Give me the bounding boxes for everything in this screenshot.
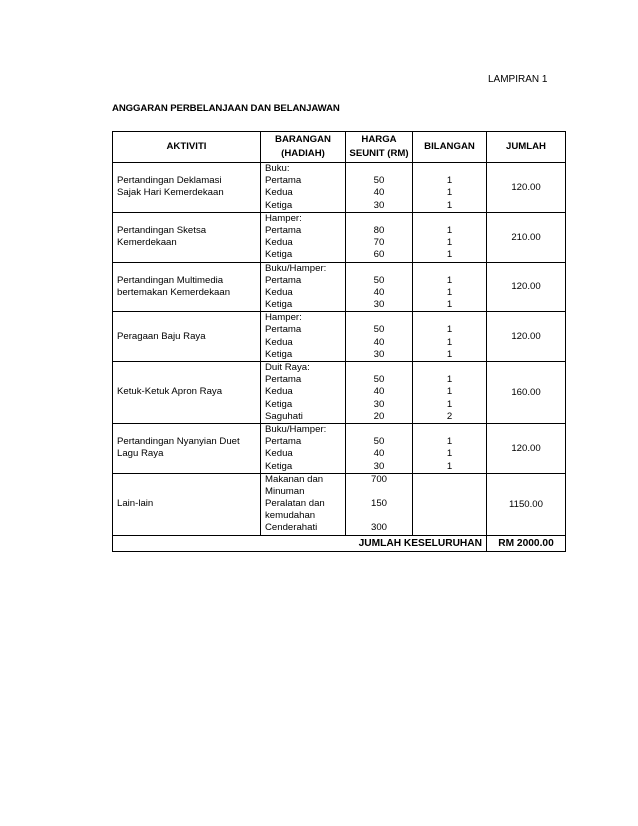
harga-value: 300 bbox=[370, 522, 387, 534]
bilangan-value bbox=[413, 474, 486, 486]
aktiviti-text: Pertandingan Sketsa bbox=[117, 224, 207, 236]
bilangan-value: 1 bbox=[446, 299, 453, 311]
barangan-text: Minuman bbox=[265, 485, 305, 497]
barangan-text: Peralatan dan bbox=[265, 498, 325, 510]
bilangan-value: 1 bbox=[446, 436, 453, 448]
harga-value: 60 bbox=[373, 249, 385, 261]
bilangan-cell bbox=[413, 163, 487, 213]
barangan-text: Makanan dan bbox=[265, 473, 324, 485]
bilangan-value: 1 bbox=[446, 324, 453, 336]
barangan-text: Buku/Hamper: bbox=[265, 262, 327, 274]
harga-value bbox=[346, 163, 412, 175]
barangan-text: Kedua bbox=[265, 187, 293, 199]
harga-cell bbox=[346, 473, 413, 535]
bilangan-value bbox=[413, 424, 486, 436]
bilangan-value bbox=[413, 312, 486, 324]
header-barangan-line1: BARANGAN bbox=[275, 134, 331, 145]
bilangan-value: 2 bbox=[446, 410, 453, 422]
harga-cell bbox=[346, 423, 413, 473]
aktiviti-text: Lagu Raya bbox=[117, 448, 164, 460]
bilangan-cell bbox=[413, 362, 487, 424]
aktiviti-cell bbox=[113, 262, 261, 312]
bilangan-value: 1 bbox=[446, 175, 453, 187]
bilangan-value bbox=[413, 263, 486, 275]
harga-value: 30 bbox=[373, 299, 385, 311]
table-row bbox=[113, 473, 566, 535]
bilangan-value: 1 bbox=[446, 237, 453, 249]
budget-table bbox=[112, 131, 566, 552]
harga-value: 70 bbox=[373, 237, 385, 249]
harga-value bbox=[346, 424, 412, 436]
bilangan-value: 1 bbox=[446, 448, 453, 460]
table-header-row bbox=[113, 132, 566, 163]
barangan-text: Ketiga bbox=[265, 199, 293, 211]
bilangan-value: 1 bbox=[446, 274, 453, 286]
barangan-cell bbox=[261, 362, 346, 424]
harga-value bbox=[346, 263, 412, 275]
table-row bbox=[113, 163, 566, 213]
barangan-text: Kedua bbox=[265, 336, 293, 348]
table-row bbox=[113, 423, 566, 473]
harga-cell bbox=[346, 163, 413, 213]
aktiviti-text: Pertandingan Nyanyian Duet bbox=[117, 436, 240, 448]
aktiviti-text: Peragaan Baju Raya bbox=[117, 330, 206, 342]
barangan-text: Ketiga bbox=[265, 460, 293, 472]
jumlah-cell: 210.00 bbox=[487, 212, 566, 262]
barangan-text: kemudahan bbox=[265, 510, 316, 522]
barangan-cell bbox=[261, 473, 346, 535]
jumlah-cell: 120.00 bbox=[487, 312, 566, 362]
header-barangan-line2: (HADIAH) bbox=[281, 148, 325, 159]
bilangan-value: 1 bbox=[446, 187, 453, 199]
aktiviti-cell bbox=[113, 163, 261, 213]
bilangan-value: 1 bbox=[446, 374, 453, 386]
barangan-cell bbox=[261, 312, 346, 362]
total-label: JUMLAH KESELURUHAN bbox=[346, 535, 487, 551]
harga-value: 150 bbox=[370, 498, 387, 510]
bilangan-value bbox=[413, 486, 486, 498]
header-aktiviti: AKTIVITI bbox=[113, 132, 261, 163]
barangan-cell bbox=[261, 423, 346, 473]
barangan-text: Ketiga bbox=[265, 398, 293, 410]
harga-value: 30 bbox=[373, 398, 385, 410]
bilangan-value: 1 bbox=[446, 398, 453, 410]
harga-value: 50 bbox=[373, 374, 385, 386]
table-row bbox=[113, 262, 566, 312]
header-jumlah: JUMLAH bbox=[487, 132, 566, 163]
barangan-text: Buku/Hamper: bbox=[265, 423, 327, 435]
harga-value bbox=[346, 362, 412, 374]
table-row bbox=[113, 312, 566, 362]
harga-cell bbox=[346, 262, 413, 312]
document-title: ANGGARAN PERBELANJAAN DAN BELANJAWAN bbox=[112, 103, 340, 114]
barangan-text: Pertama bbox=[265, 224, 302, 236]
harga-value bbox=[346, 510, 412, 522]
total-row bbox=[113, 535, 566, 551]
aktiviti-text: Pertandingan Deklamasi bbox=[117, 175, 222, 187]
harga-value: 30 bbox=[373, 460, 385, 472]
bilangan-value bbox=[413, 522, 486, 534]
table-row bbox=[113, 362, 566, 424]
jumlah-cell: 120.00 bbox=[487, 423, 566, 473]
aktiviti-text: Pertandingan Multimedia bbox=[117, 274, 224, 286]
bilangan-value: 1 bbox=[446, 224, 453, 236]
harga-cell bbox=[346, 212, 413, 262]
bilangan-value bbox=[413, 498, 486, 510]
jumlah-cell: 120.00 bbox=[487, 163, 566, 213]
harga-value: 50 bbox=[373, 436, 385, 448]
header-harga bbox=[346, 132, 413, 163]
bilangan-value bbox=[413, 362, 486, 374]
harga-value: 80 bbox=[373, 224, 385, 236]
aktiviti-cell bbox=[113, 423, 261, 473]
barangan-text: Kedua bbox=[265, 386, 293, 398]
harga-value: 50 bbox=[373, 175, 385, 187]
barangan-cell bbox=[261, 212, 346, 262]
header-harga-line2: SEUNIT (RM) bbox=[349, 148, 409, 159]
barangan-text: Hamper: bbox=[265, 212, 302, 224]
barangan-text: Buku: bbox=[265, 163, 290, 174]
harga-value: 30 bbox=[373, 199, 385, 211]
aktiviti-text: Sajak Hari Kemerdekaan bbox=[117, 187, 224, 199]
header-bilangan: BILANGAN bbox=[413, 132, 487, 163]
bilangan-value: 1 bbox=[446, 386, 453, 398]
harga-value: 700 bbox=[370, 473, 387, 485]
total-value: RM 2000.00 bbox=[487, 535, 566, 551]
barangan-text: Pertama bbox=[265, 274, 302, 286]
harga-value: 20 bbox=[373, 410, 385, 422]
harga-value: 30 bbox=[373, 348, 385, 360]
bilangan-value: 1 bbox=[446, 348, 453, 360]
header-barangan bbox=[261, 132, 346, 163]
harga-value: 40 bbox=[373, 386, 385, 398]
header-harga-line1: HARGA bbox=[361, 134, 397, 145]
bilangan-value: 1 bbox=[446, 199, 453, 211]
barangan-text: Pertama bbox=[265, 436, 302, 448]
bilangan-value: 1 bbox=[446, 336, 453, 348]
barangan-text: Cenderahati bbox=[265, 522, 318, 534]
barangan-text: Pertama bbox=[265, 175, 302, 187]
barangan-text: Ketiga bbox=[265, 299, 293, 311]
jumlah-cell: 1150.00 bbox=[487, 473, 566, 535]
aktiviti-cell bbox=[113, 473, 261, 535]
barangan-text: Ketiga bbox=[265, 348, 293, 360]
aktiviti-text: bertemakan Kemerdekaan bbox=[117, 286, 231, 298]
bilangan-value: 1 bbox=[446, 249, 453, 261]
bilangan-cell bbox=[413, 423, 487, 473]
barangan-text: Kedua bbox=[265, 448, 293, 460]
aktiviti-cell bbox=[113, 212, 261, 262]
bilangan-cell bbox=[413, 212, 487, 262]
barangan-cell bbox=[261, 262, 346, 312]
barangan-text: Ketiga bbox=[265, 249, 293, 261]
barangan-text: Kedua bbox=[265, 286, 293, 298]
harga-value: 50 bbox=[373, 274, 385, 286]
harga-cell bbox=[346, 312, 413, 362]
bilangan-value bbox=[413, 213, 486, 225]
barangan-text: Duit Raya: bbox=[265, 362, 310, 373]
harga-value: 40 bbox=[373, 286, 385, 298]
harga-value: 40 bbox=[373, 187, 385, 199]
total-blank-cell bbox=[113, 535, 346, 551]
aktiviti-text: Kemerdekaan bbox=[117, 237, 177, 249]
harga-value: 40 bbox=[373, 336, 385, 348]
table-body bbox=[113, 163, 566, 536]
bilangan-value: 1 bbox=[446, 286, 453, 298]
bilangan-value bbox=[413, 163, 486, 175]
harga-value bbox=[346, 486, 412, 498]
harga-cell bbox=[346, 362, 413, 424]
harga-value: 40 bbox=[373, 448, 385, 460]
harga-value: 50 bbox=[373, 324, 385, 336]
bilangan-cell bbox=[413, 262, 487, 312]
appendix-label: LAMPIRAN 1 bbox=[488, 74, 548, 85]
jumlah-cell: 120.00 bbox=[487, 262, 566, 312]
barangan-text: Pertama bbox=[265, 324, 302, 336]
bilangan-value: 1 bbox=[446, 460, 453, 472]
barangan-text: Kedua bbox=[265, 237, 293, 249]
aktiviti-cell bbox=[113, 362, 261, 424]
barangan-text: Pertama bbox=[265, 374, 302, 386]
barangan-cell bbox=[261, 163, 346, 213]
table-row bbox=[113, 212, 566, 262]
bilangan-cell bbox=[413, 473, 487, 535]
aktiviti-cell bbox=[113, 312, 261, 362]
aktiviti-text: Lain-lain bbox=[117, 498, 154, 510]
jumlah-cell: 160.00 bbox=[487, 362, 566, 424]
harga-value bbox=[346, 213, 412, 225]
bilangan-cell bbox=[413, 312, 487, 362]
bilangan-value bbox=[413, 510, 486, 522]
barangan-text: Saguhati bbox=[265, 410, 303, 422]
barangan-text: Hamper: bbox=[265, 312, 302, 324]
aktiviti-text: Ketuk-Ketuk Apron Raya bbox=[117, 386, 223, 398]
harga-value bbox=[346, 312, 412, 324]
